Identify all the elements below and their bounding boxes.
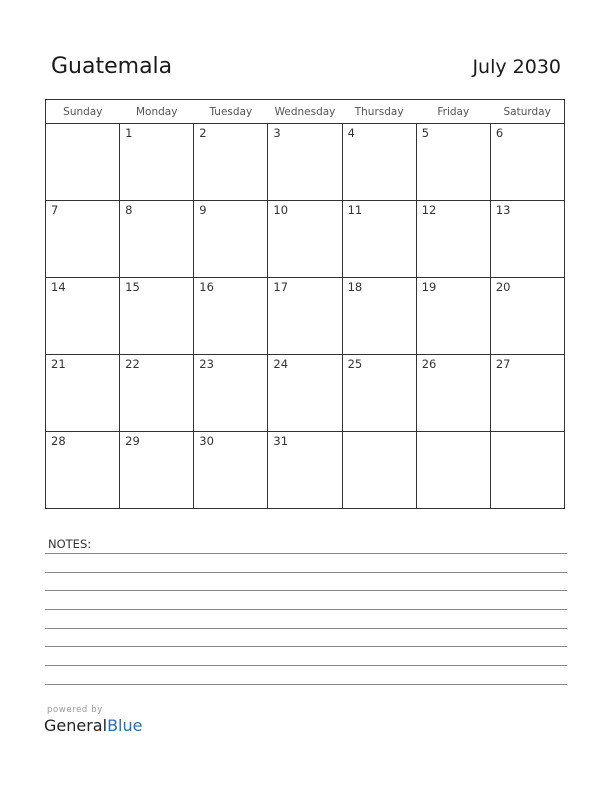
day-cell — [416, 432, 490, 509]
day-cell — [268, 124, 342, 201]
day-number: 15 — [125, 280, 140, 294]
day-number: 28 — [51, 434, 66, 448]
day-number: 11 — [347, 203, 363, 217]
day-number: 18 — [347, 280, 363, 294]
day-cell — [120, 124, 194, 201]
day-cell — [342, 278, 416, 355]
day-number: 6 — [495, 126, 504, 140]
day-cell — [46, 201, 120, 278]
day-number: 29 — [125, 434, 140, 448]
day-cell — [490, 124, 564, 201]
day-cell — [46, 124, 120, 201]
day-cell — [120, 355, 194, 432]
day-number — [343, 432, 416, 434]
day-number: 25 — [347, 357, 363, 371]
day-number: 24 — [273, 357, 289, 371]
day-cell — [268, 278, 342, 355]
day-cell — [194, 124, 268, 201]
day-number: 14 — [51, 280, 66, 294]
day-cell — [342, 355, 416, 432]
day-number: 3 — [273, 126, 281, 140]
notes-line — [45, 665, 567, 666]
day-cell — [268, 201, 342, 278]
day-number — [417, 432, 490, 434]
day-cell — [120, 201, 194, 278]
day-cell — [268, 432, 342, 509]
week-row — [46, 432, 565, 509]
day-number: 1 — [125, 126, 133, 140]
powered-by-text: powered by — [47, 705, 103, 715]
day-number: 10 — [273, 203, 289, 217]
day-cell — [120, 278, 194, 355]
weekday-wednesday: Wednesday — [268, 100, 342, 124]
weekday-tuesday: Tuesday — [194, 100, 268, 124]
day-number: 9 — [199, 203, 207, 217]
day-cell — [490, 432, 564, 509]
day-cell — [268, 355, 342, 432]
notes-line — [45, 684, 567, 685]
page-title: Guatemala — [51, 54, 173, 79]
day-number: 21 — [51, 357, 66, 371]
notes-line — [45, 628, 567, 629]
day-cell — [194, 355, 268, 432]
weekday-friday: Friday — [416, 100, 490, 124]
day-cell — [194, 278, 268, 355]
day-cell — [416, 278, 490, 355]
day-number: 2 — [199, 126, 207, 140]
day-cell — [490, 355, 564, 432]
notes-line — [45, 590, 567, 591]
day-number: 8 — [125, 203, 133, 217]
week-row — [46, 278, 565, 355]
day-number: 23 — [199, 357, 214, 371]
day-cell — [46, 355, 120, 432]
month-label: July 2030 — [472, 56, 561, 78]
day-number: 20 — [495, 280, 511, 294]
day-cell — [194, 201, 268, 278]
calendar-grid — [45, 99, 565, 509]
notes-label: NOTES: — [48, 537, 92, 551]
weekday-sunday: Sunday — [46, 100, 120, 124]
day-cell — [416, 201, 490, 278]
week-row — [46, 355, 565, 432]
day-cell — [342, 201, 416, 278]
week-row — [46, 201, 565, 278]
day-number: 4 — [347, 126, 355, 140]
day-cell — [342, 432, 416, 509]
day-number: 19 — [421, 280, 437, 294]
weekday-header-row — [46, 100, 565, 124]
weekday-thursday: Thursday — [342, 100, 416, 124]
day-number — [46, 124, 119, 126]
day-cell — [120, 432, 194, 509]
day-number: 22 — [125, 357, 140, 371]
day-number: 12 — [421, 203, 437, 217]
day-number: 16 — [199, 280, 214, 294]
generalblue-logo — [44, 716, 142, 735]
day-number: 7 — [51, 203, 59, 217]
week-row — [46, 124, 565, 201]
day-cell — [490, 278, 564, 355]
day-number: 26 — [421, 357, 437, 371]
day-number: 13 — [495, 203, 511, 217]
notes-line — [45, 572, 567, 573]
day-cell — [416, 355, 490, 432]
weekday-monday: Monday — [120, 100, 194, 124]
brand-blue: Blue — [107, 716, 143, 735]
day-number: 31 — [273, 434, 289, 448]
day-cell — [490, 201, 564, 278]
day-number: 5 — [421, 126, 430, 140]
notes-line — [45, 553, 567, 554]
weekday-saturday: Saturday — [490, 100, 564, 124]
day-number: 17 — [273, 280, 289, 294]
day-cell — [416, 124, 490, 201]
day-cell — [46, 278, 120, 355]
notes-line — [45, 646, 567, 647]
brand-general: General — [44, 716, 108, 735]
notes-line — [45, 609, 567, 610]
day-cell — [46, 432, 120, 509]
day-number — [491, 432, 564, 434]
day-number: 30 — [199, 434, 214, 448]
day-number: 27 — [495, 357, 511, 371]
day-cell — [342, 124, 416, 201]
day-cell — [194, 432, 268, 509]
